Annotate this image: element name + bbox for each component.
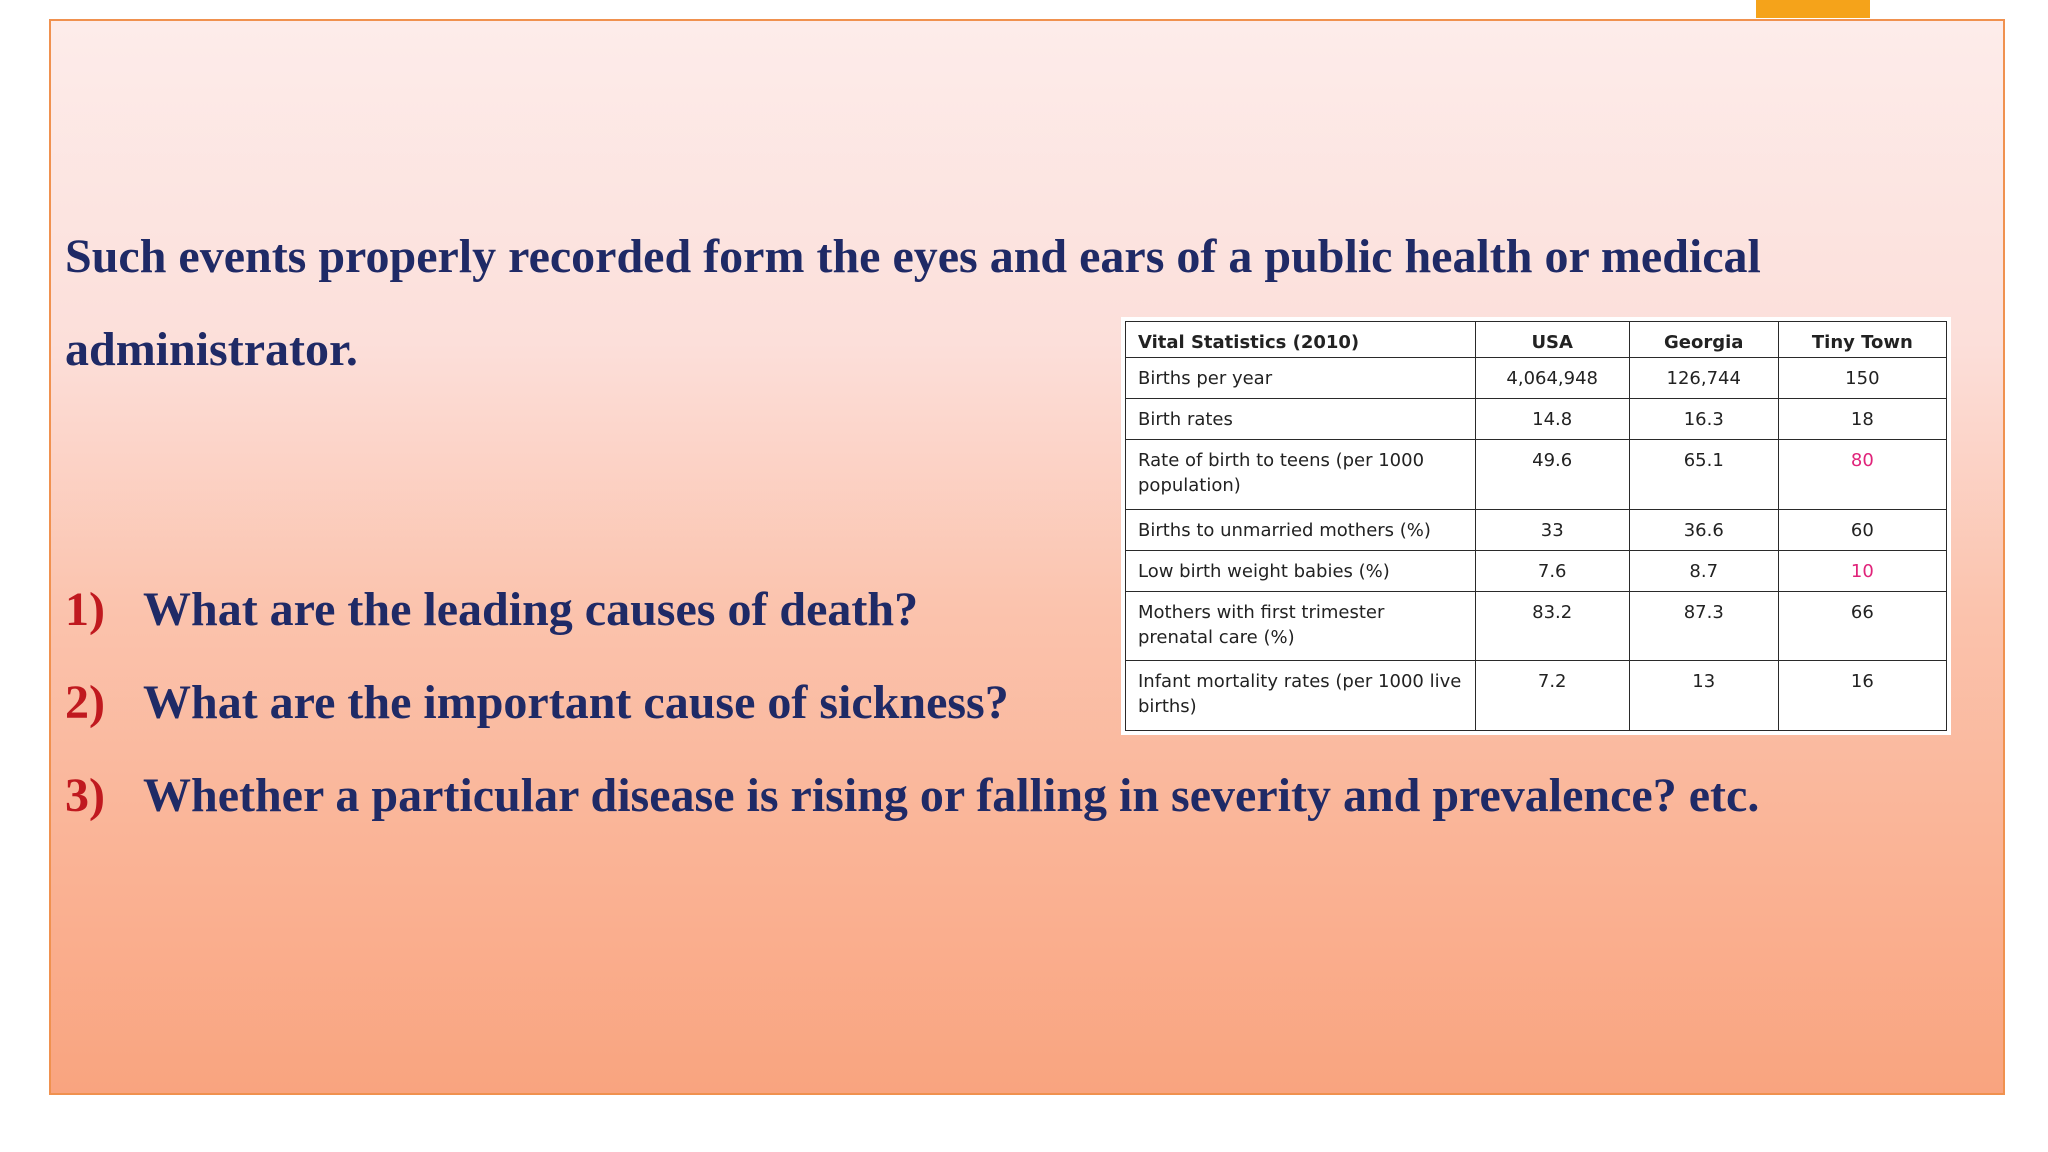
cell-usa: 14.8 [1475, 399, 1629, 440]
row-label: Births to unmarried mothers (%) [1126, 509, 1476, 550]
cell-tiny-town: 150 [1778, 358, 1946, 399]
cell-usa: 7.6 [1475, 550, 1629, 591]
table-row [1126, 550, 1947, 591]
intro-text: Such events properly recorded form the eyes and ears of a public health or medical administrator. [65, 230, 1761, 376]
cell-georgia: 36.6 [1629, 509, 1778, 550]
cell-georgia: 16.3 [1629, 399, 1778, 440]
cell-usa: 83.2 [1475, 591, 1629, 661]
row-label: Mothers with first trimester prenatal care (%) [1126, 591, 1476, 661]
cell-tiny-town: 18 [1778, 399, 1946, 440]
question-text: What are the leading causes of death? [143, 583, 919, 636]
table-row [1126, 509, 1947, 550]
question-text: Whether a particular disease is rising or falling in severity and prevalence? etc. [143, 769, 1760, 822]
accent-tab [1756, 0, 1870, 18]
vital-statistics-table [1121, 317, 1951, 735]
cell-georgia: 126,744 [1629, 358, 1778, 399]
cell-usa: 33 [1475, 509, 1629, 550]
question-2 [65, 673, 1009, 733]
row-label: Low birth weight babies (%) [1126, 550, 1476, 591]
question-number: 2) [65, 676, 105, 729]
table-row [1126, 358, 1947, 399]
cell-usa: 4,064,948 [1475, 358, 1629, 399]
cell-georgia: 87.3 [1629, 591, 1778, 661]
cell-tiny-town: 60 [1778, 509, 1946, 550]
header-georgia: Georgia [1629, 322, 1778, 358]
cell-georgia: 65.1 [1629, 440, 1778, 510]
header-tiny-town: Tiny Town [1778, 322, 1946, 358]
question-3 [65, 766, 1759, 826]
header-usa: USA [1475, 322, 1629, 358]
cell-tiny-town: 16 [1778, 661, 1946, 731]
question-number: 1) [65, 583, 105, 636]
cell-usa: 7.2 [1475, 661, 1629, 731]
table-row [1126, 591, 1947, 661]
cell-georgia: 8.7 [1629, 550, 1778, 591]
cell-tiny-town: 66 [1778, 591, 1946, 661]
row-label: Infant mortality rates (per 1000 live births) [1126, 661, 1476, 731]
cell-usa: 49.6 [1475, 440, 1629, 510]
question-number: 3) [65, 769, 105, 822]
table-row [1126, 661, 1947, 731]
cell-tiny-town-highlighted: 10 [1778, 550, 1946, 591]
table-row [1126, 440, 1947, 510]
question-1 [65, 580, 918, 640]
cell-georgia: 13 [1629, 661, 1778, 731]
table-header-row [1126, 322, 1947, 358]
cell-tiny-town-highlighted: 80 [1778, 440, 1946, 510]
header-vital-statistics: Vital Statistics (2010) [1126, 322, 1476, 358]
question-text: What are the important cause of sickness? [143, 676, 1009, 729]
table-row [1126, 399, 1947, 440]
row-label: Rate of birth to teens (per 1000 population) [1126, 440, 1476, 510]
row-label: Birth rates [1126, 399, 1476, 440]
row-label: Births per year [1126, 358, 1476, 399]
